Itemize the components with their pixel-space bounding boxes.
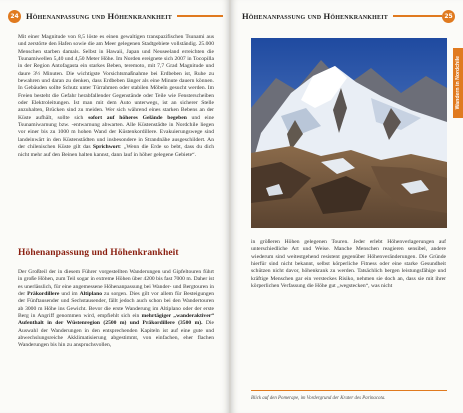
emphasized-text: sofort auf höheres Gelände begeben — [88, 114, 187, 121]
emphasized-text: mehrtägiger „wanderaktiver“ Aufenthalt in der Wüstenregion (2500 m) und Präkordillere (3500 m). — [18, 313, 214, 327]
text-run: Die Auswahl der Wanderungen in den entsprechenden Kapiteln ist auf eine gute und abwechslungsreiche Akklimatisierung abgestimmt, von einfachen, eher flachen Wanderungen bis hin zu anspruchsvollen, — [18, 320, 214, 349]
left-page-header — [8, 9, 223, 23]
text-run: in größeren Höhen gelegenen Touren. Jeder erlebt Höhenverlagerungen auf unterschiedliche Art und Weise. Manche Menschen reagieren sensibel, andere wiederum sind weitestgehend resistent gegenüber Höhenveränderungen. Die Gründe hierfür sind nicht bekannt, selbst körperliche Fitness oder eine starke Gesundheit schützen nicht davor, höhenkrank zu werden. Tatsächlich bergen leistungsfähige und kräftige Menschen gar ein versteckes Risiko, nehmen sie doch an, dass sie mit ihrer körperlichen Verfassung die Höhe gut „wegstecken“, was nicht — [251, 239, 446, 290]
chapter-side-tab-label: Wandern in Nordchile — [455, 56, 461, 110]
emphasized-text: Sprichwort — [92, 144, 120, 151]
right-page-header — [237, 9, 455, 23]
text-run: und im — [59, 291, 80, 298]
page-number-badge: 24 — [8, 10, 21, 23]
caption-rule — [251, 390, 447, 391]
right-page — [231, 0, 463, 413]
text-run: Der Großteil der in diesem Führer vorgestellten Wanderungen und Gipfeltouren führt in große Höhen, zum Teil sogar in extreme Höhen über 4200 bis fast 7000 m. Daher ist es unerlässlich, für eine angemessene Höhenanpassung bei Wander- und Bergtouren in der — [18, 269, 214, 298]
mountain-photo — [251, 38, 447, 228]
emphasized-text: Altiplano — [79, 291, 103, 298]
running-header-title: Höhenanpassung und Höhenkrankheit — [242, 11, 388, 21]
header-rule — [393, 15, 442, 17]
text-run: Mit einer Magnitude von 8,5 löste es einen gewaltigen transpazifischen Tsunami aus und zerstörte den Hafen sowie die am Meer gelegenen Stadtgebiete vollständig. 25.000 Menschen starben damals. Selbst in Hawaii, Japan und Neuseeland erreichten die Tsunamiwellen 5,40 und 4,50 Meter Höhe. Im Norden ereignete sich 2007 in Tocopilla in der Region Antofagasta ein starkes Beben, teremoto, mit 7,7 Grad Magnitude und daure 3½ Minuten. Die wichtigste Vorsichtsmaßnahme bei Erdbeben ist, Ruhe zu bewahren und daran zu denken, dass Erdbeben länger als eine Minute dauern können. In Gebäuden sollte Schutz unter Türrahmen oder stabilen Möbeln gesucht werden. Im Freien besteht die Gefahr herabfallender Gegenstände oder Teile wie Fensterscheiben oder Elektroleitungen. Ist man mit dem Auto unterwegs, ist an sicherer Stelle anzuhalten, Brücken sind zu meiden. Wer sich während eines starken Bebens an der Küste aufhält, sollte sich — [18, 34, 214, 121]
emphasized-text: Präkordillere — [27, 291, 60, 298]
header-rule — [177, 15, 223, 17]
running-header-title: Höhenanpassung und Höhenkrankheit — [26, 11, 172, 21]
mountain-illustration — [251, 38, 447, 228]
body-paragraph — [18, 34, 214, 159]
body-paragraph — [251, 239, 446, 290]
text-run: : „Wenn die Erde so bebt, dass du dich nicht mehr auf den Beinen halten kannst, dann lauf in höher gelegene Gebiete“. — [18, 144, 214, 158]
section-heading: Höhenanpassung und Höhenkrankheit — [18, 248, 179, 258]
text-run: und eine Tsunamiwarnung bzw. -entwarnung abwarten. Alle Küstenstädte in Nordchile liegen vor einer bis zu 1000 m hohen Wand der Küstenkordillere. Evakuierungswege sind landeinwärt in den Küstenstädten und insbesondere in Strandnähe ausgeschildert. An der chilenischen Küste gilt das — [18, 114, 215, 151]
left-page — [0, 0, 229, 413]
text-run: zu sorgen. Dies gilt vor allem für Besteigungen der Fünftausender und Sechstausender, fällt jedoch auch schon bei den Wandertouren ab 3000 m Höhe ins Gewicht. Bevor die erste Wanderung im Altiplano oder der erste Berg in Angriff genommen wird, empfiehlt sich ein — [18, 291, 214, 320]
page-number-badge: 25 — [442, 10, 455, 23]
body-paragraph — [18, 269, 214, 350]
chapter-side-tab — [453, 48, 463, 118]
photo-caption: Blick auf den Pomerape, im Vordergrund der Krater des Parinacota. — [251, 396, 386, 401]
